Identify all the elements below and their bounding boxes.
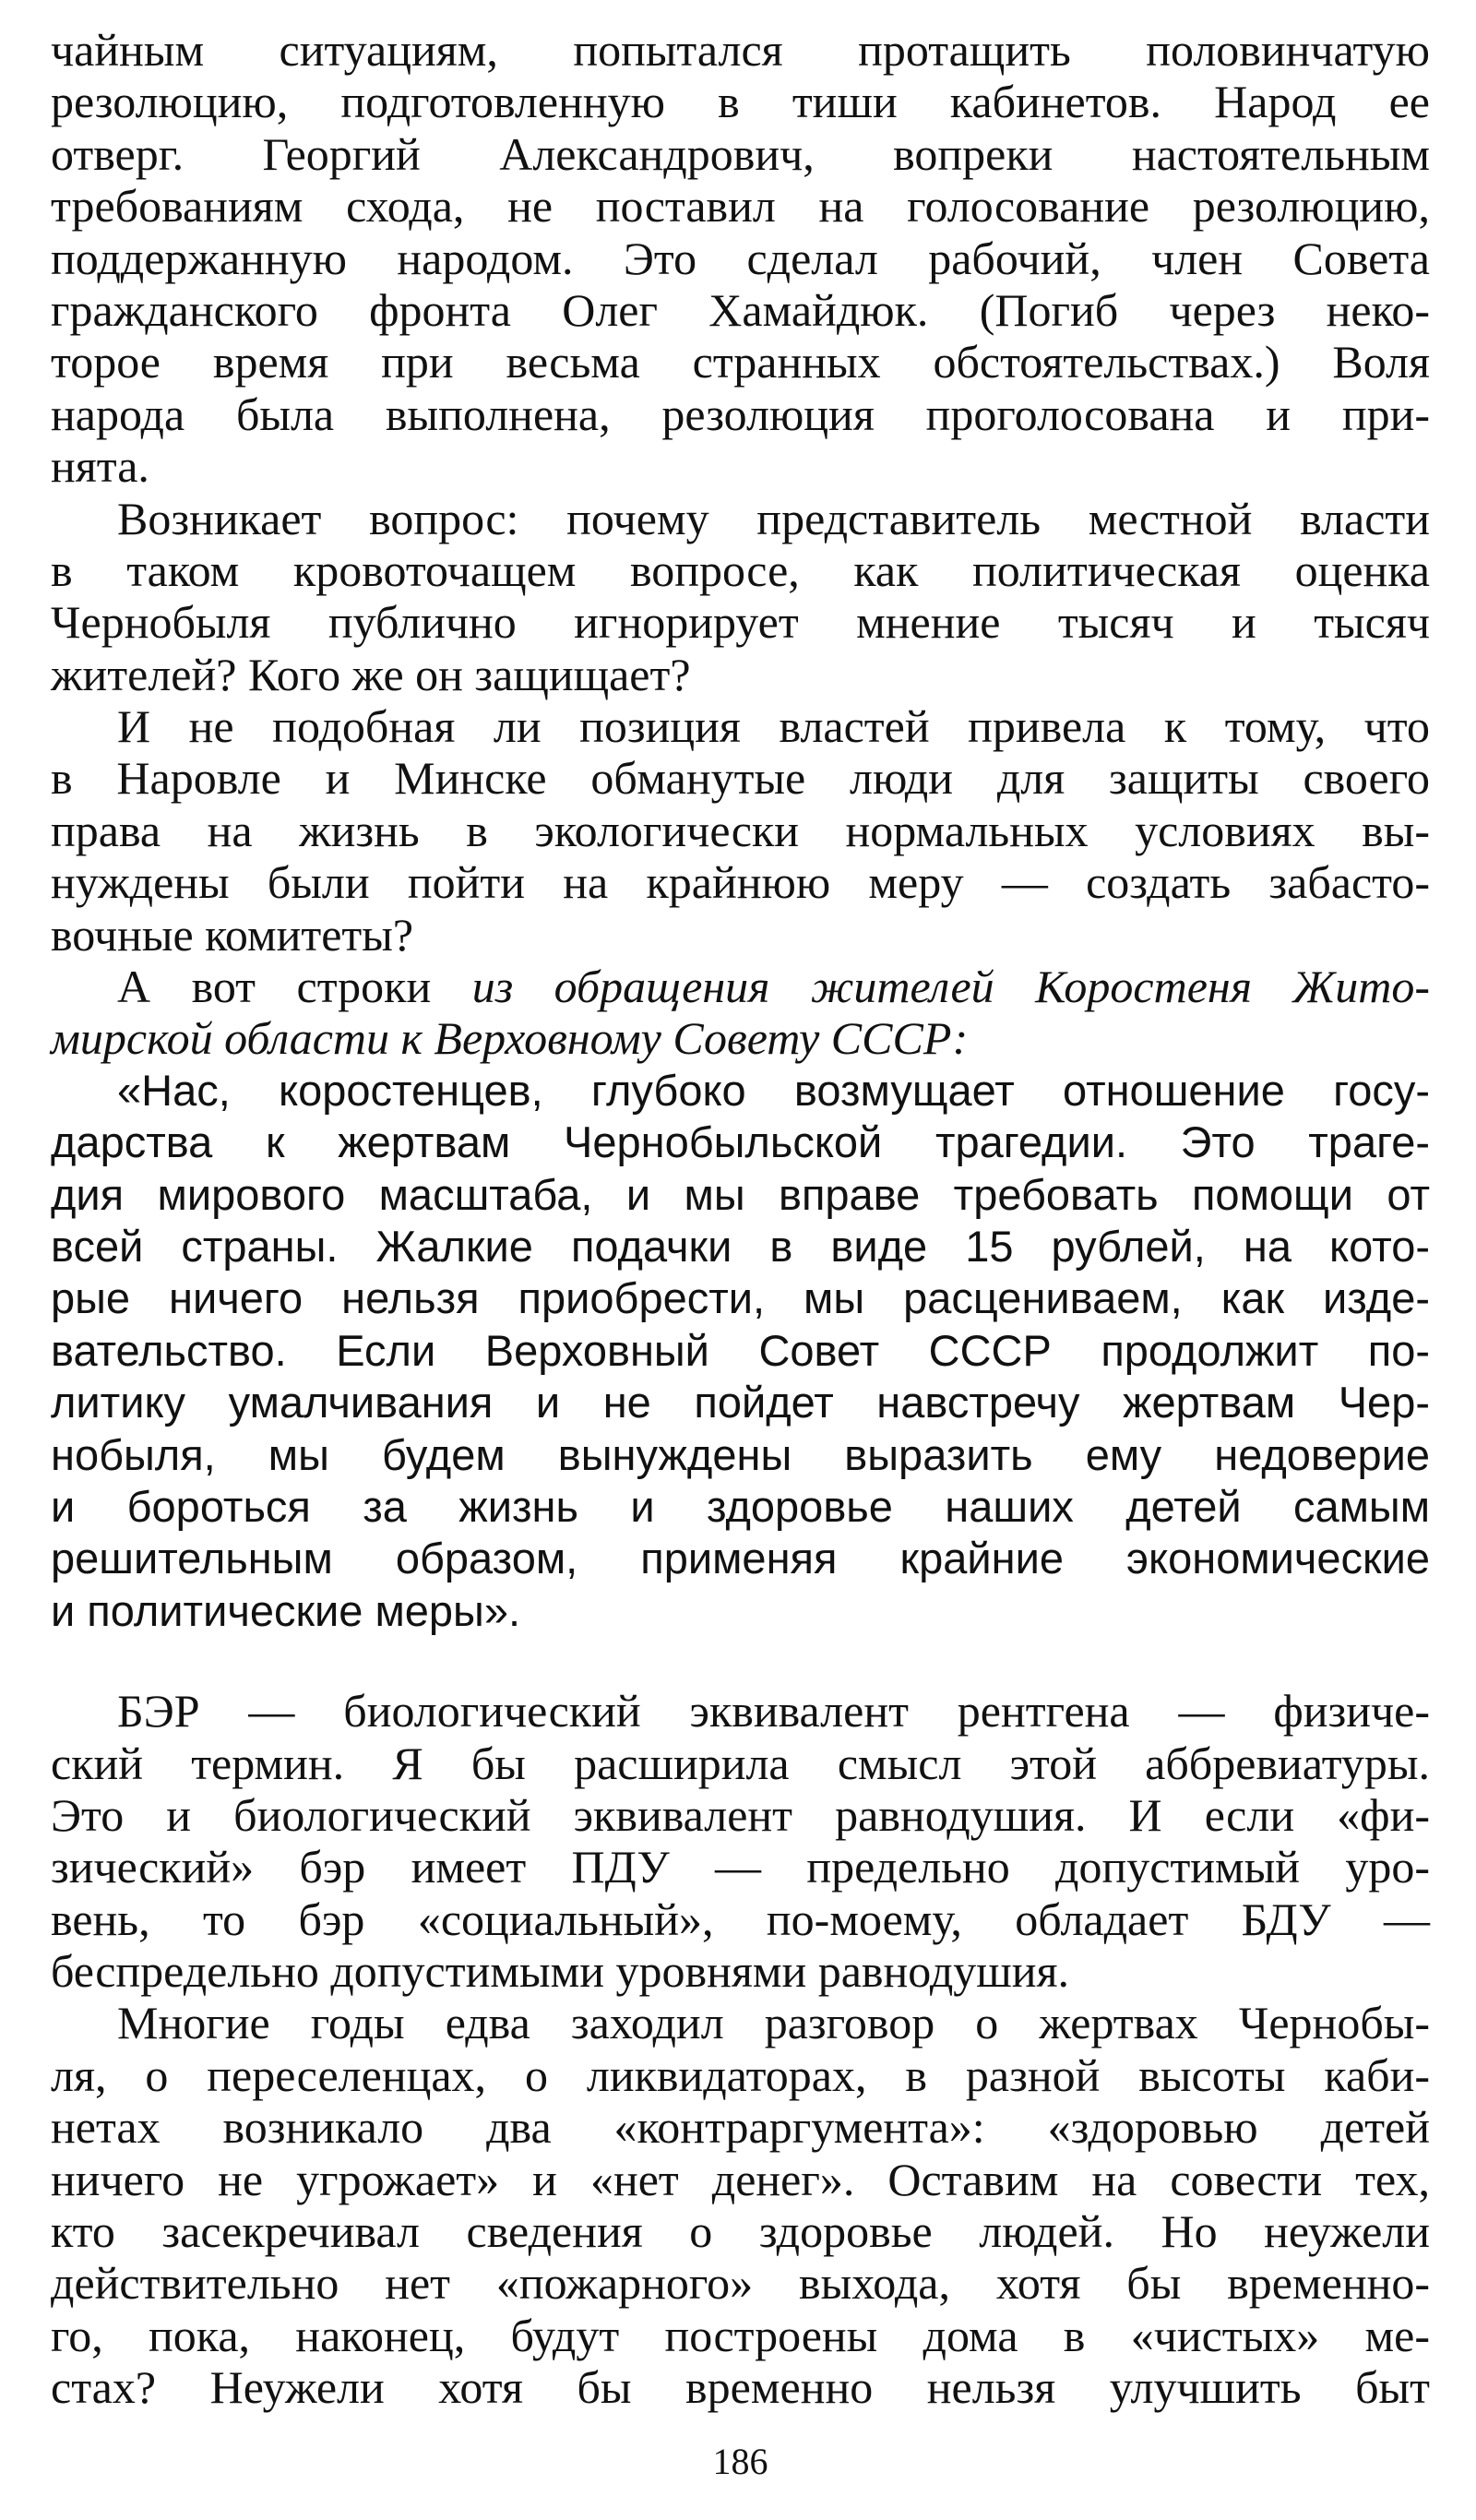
paragraph-counterarguments bbox=[51, 1997, 1430, 2413]
intro-italic-text: из обращения жителей Коростеня Жито- bbox=[471, 961, 1430, 1013]
text-line: «Нас, коростенцев, глубоко возмущает отношение госу- bbox=[117, 1065, 1430, 1115]
text-line: гражданского фронта Олег Хамайдюк. (Погиб через неко- bbox=[51, 283, 1430, 336]
intro-text: А вот строки bbox=[117, 961, 472, 1013]
text-line: вочные комитеты? bbox=[51, 908, 414, 961]
page-number: 186 bbox=[712, 2441, 768, 2482]
text-line bbox=[51, 961, 1430, 1012]
text-line: резолюцию, подготовленную в тиши кабинетов. Народ ее bbox=[51, 76, 1430, 128]
text-line: и бороться за жизнь и здоровье наших детей самым bbox=[51, 1481, 1430, 1531]
appeal-quote bbox=[51, 1065, 1430, 1637]
text-line: народа была выполнена, резолюция проголосована и при- bbox=[51, 388, 1430, 440]
text-line: действительно нет «пожарного» выхода, хотя бы временно- bbox=[51, 2257, 1430, 2310]
text-line: в таком кровоточащем вопросе, как политическая оценка bbox=[51, 543, 1430, 596]
text-line: жителей? Кого же он защищает? bbox=[51, 648, 691, 700]
text-line: ничего не угрожает» и «нет денег». Оставим на совести тех, bbox=[51, 2153, 1430, 2205]
section-spacer bbox=[51, 1637, 1430, 1685]
text-line: мирской области к Верховному Совету СССР: bbox=[51, 1012, 969, 1065]
text-line: И не подобная ли позиция властей привела к тому, что bbox=[117, 700, 1430, 753]
paragraph-ber-term bbox=[51, 1685, 1430, 1997]
text-line: нуждены были пойти на крайнюю меру — создать забасто- bbox=[51, 856, 1430, 909]
text-line: дия мирового масштаба, и мы вправе требовать помощи от bbox=[51, 1169, 1430, 1219]
text-line: права на жизнь в экологически нормальных условиях вы- bbox=[51, 804, 1430, 856]
text-line: БЭР — биологический эквивалент рентгена — физиче- bbox=[117, 1685, 1430, 1738]
text-line: кто засекречивал сведения о здоровье людей. Но неужели bbox=[51, 2205, 1430, 2258]
text-line: зический» бэр имеет ПДУ — предельно допустимый уро- bbox=[51, 1841, 1430, 1893]
text-line: нетах возникало два «контраргумента»: «здоровью детей bbox=[51, 2101, 1430, 2154]
text-line: ский термин. Я бы расширила смысл этой аббревиатуры. bbox=[51, 1737, 1430, 1789]
paragraph-strike-committees bbox=[51, 700, 1430, 961]
text-line: Возникает вопрос: почему представитель местной власти bbox=[117, 492, 1430, 544]
text-line: литику умалчивания и не пойдет навстречу жертвам Чер- bbox=[51, 1378, 1430, 1427]
text-line: требованиям схода, не поставил на голосование резолюцию, bbox=[51, 180, 1430, 233]
text-line: отверг. Георгий Александрович, вопреки настоятельным bbox=[51, 127, 1430, 180]
text-line: Чернобыля публично игнорирует мнение тысяч и тысяч bbox=[51, 596, 1430, 649]
text-line: беспредельно допустимыми уровнями равнодушия. bbox=[51, 1945, 1070, 1998]
text-line: решительным образом, применяя крайние экономические bbox=[51, 1534, 1430, 1583]
text-line: в Наровле и Минске обманутые люди для защиты своего bbox=[51, 752, 1430, 805]
text-line: вень, то бэр «социальный», по-моему, обладает БДУ — bbox=[51, 1893, 1430, 1945]
text-line: нята. bbox=[51, 440, 149, 493]
text-line: поддержанную народом. Это сделал рабочий, член Совета bbox=[51, 232, 1430, 284]
text-line: Многие годы едва заходил разговор о жертвах Чернобы- bbox=[117, 1997, 1430, 2049]
text-line: рые ничего нельзя приобрести, мы расцениваем, как изде- bbox=[51, 1273, 1430, 1323]
text-line: Это и биологический эквивалент равнодушия. И если «фи- bbox=[51, 1788, 1430, 1841]
paragraph-resolution bbox=[51, 24, 1430, 493]
text-line: го, пока, наконец, будут построены дома в «чистых» ме- bbox=[51, 2309, 1430, 2361]
book-page bbox=[51, 24, 1430, 2497]
paragraph-appeal-intro bbox=[51, 961, 1430, 1065]
text-line: торое время при весьма странных обстоятельствах.) Воля bbox=[51, 336, 1430, 388]
paragraph-question bbox=[51, 493, 1430, 701]
text-line: вательство. Если Верховный Совет СССР продолжит по- bbox=[51, 1325, 1430, 1375]
text-line: чайным ситуациям, попытался протащить половинчатую bbox=[51, 24, 1430, 76]
text-line: нобыля, мы будем вынуждены выразить ему недоверие bbox=[51, 1429, 1430, 1479]
text-line: всей страны. Жалкие подачки в виде 15 рублей, на кото- bbox=[51, 1221, 1430, 1271]
text-line: и политические меры». bbox=[51, 1585, 521, 1635]
text-line: ля, о переселенцах, о ликвидаторах, в разной высоты каби- bbox=[51, 2048, 1430, 2101]
text-line: стах? Неужели хотя бы временно нельзя улучшить быт bbox=[51, 2361, 1430, 2414]
text-line: дарства к жертвам Чернобыльской трагедии. Это траге- bbox=[51, 1117, 1430, 1167]
